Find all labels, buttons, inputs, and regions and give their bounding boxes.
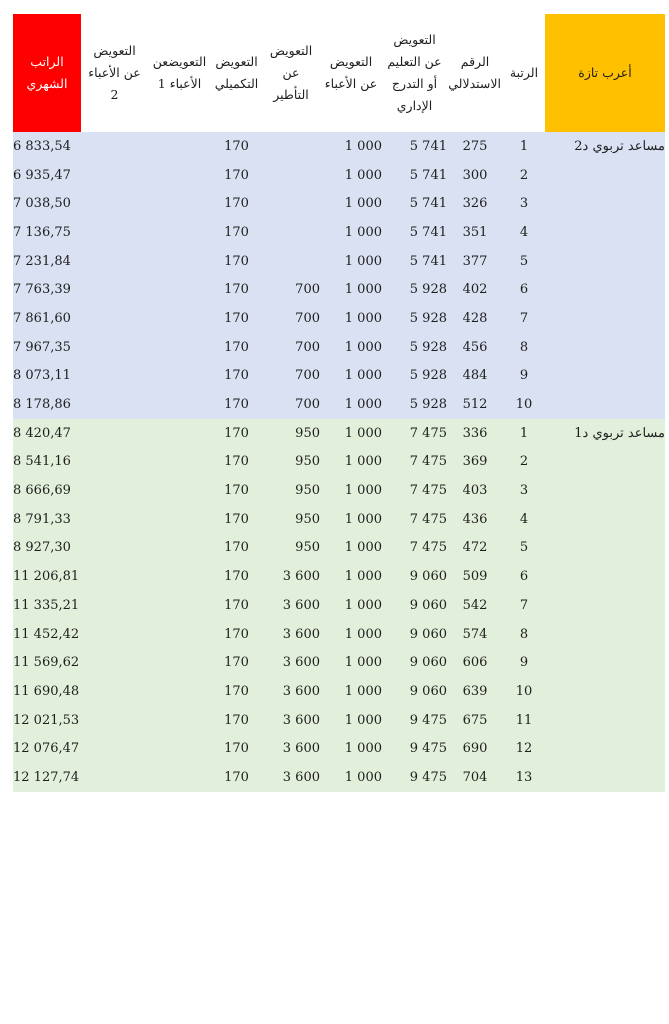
rank-cell: 10 bbox=[503, 390, 545, 419]
salary-cell: 11 335,21 bbox=[13, 591, 81, 620]
burden2-cell bbox=[81, 476, 148, 505]
teaching-cell: 5 741 bbox=[382, 132, 447, 161]
teaching-cell: 9 060 bbox=[382, 648, 447, 677]
table-row bbox=[13, 218, 665, 247]
burden2-cell bbox=[81, 362, 148, 391]
burden-cell: 1 000 bbox=[320, 648, 382, 677]
table-row bbox=[13, 734, 665, 763]
burden1-cell bbox=[148, 706, 211, 735]
header-monthly-salary: الراتب الشهري bbox=[13, 14, 81, 132]
burden2-cell bbox=[81, 132, 148, 161]
burden1-cell bbox=[148, 333, 211, 362]
table-row bbox=[13, 763, 665, 792]
table-row bbox=[13, 476, 665, 505]
grade-cell bbox=[545, 620, 665, 649]
burden1-cell bbox=[148, 562, 211, 591]
salary-cell: 6 833,54 bbox=[13, 132, 81, 161]
index-cell: 275 bbox=[447, 132, 503, 161]
rank-cell: 4 bbox=[503, 218, 545, 247]
burden2-cell bbox=[81, 648, 148, 677]
rank-cell: 3 bbox=[503, 189, 545, 218]
table-row bbox=[13, 505, 665, 534]
header-comp-burden: التعويض عن الأعباء bbox=[324, 54, 378, 91]
burden-cell: 1 000 bbox=[320, 706, 382, 735]
supplementary-cell: 170 bbox=[211, 448, 262, 477]
burden2-cell bbox=[81, 218, 148, 247]
salary-cell: 11 452,42 bbox=[13, 620, 81, 649]
salary-cell: 8 420,47 bbox=[13, 419, 81, 448]
burden2-cell bbox=[81, 247, 148, 276]
burden1-cell bbox=[148, 476, 211, 505]
salary-cell: 7 861,60 bbox=[13, 304, 81, 333]
supplementary-cell: 170 bbox=[211, 362, 262, 391]
teaching-cell: 9 060 bbox=[382, 591, 447, 620]
grade-cell bbox=[545, 734, 665, 763]
salary-cell: 11 690,48 bbox=[13, 677, 81, 706]
header-comp-supplementary: التعويض التكميلي bbox=[214, 54, 259, 91]
index-cell: 456 bbox=[447, 333, 503, 362]
burden-cell: 1 000 bbox=[320, 620, 382, 649]
burden-cell: 1 000 bbox=[320, 448, 382, 477]
rank-cell: 5 bbox=[503, 247, 545, 276]
teaching-cell: 7 475 bbox=[382, 476, 447, 505]
index-cell: 436 bbox=[447, 505, 503, 534]
index-cell: 428 bbox=[447, 304, 503, 333]
supplementary-cell: 170 bbox=[211, 505, 262, 534]
table-row bbox=[13, 706, 665, 735]
grade-cell bbox=[545, 763, 665, 792]
teaching-cell: 7 475 bbox=[382, 448, 447, 477]
table-row bbox=[13, 390, 665, 419]
index-cell: 690 bbox=[447, 734, 503, 763]
salary-cell: 7 136,75 bbox=[13, 218, 81, 247]
rank-cell: 11 bbox=[503, 706, 545, 735]
grade-cell bbox=[545, 189, 665, 218]
rank-cell: 2 bbox=[503, 161, 545, 190]
table-row bbox=[13, 677, 665, 706]
burden1-cell bbox=[148, 505, 211, 534]
burden-cell: 1 000 bbox=[320, 218, 382, 247]
supervision-cell: 950 bbox=[262, 505, 320, 534]
rank-cell: 2 bbox=[503, 448, 545, 477]
burden-cell: 1 000 bbox=[320, 189, 382, 218]
salary-cell: 8 666,69 bbox=[13, 476, 81, 505]
burden1-cell bbox=[148, 591, 211, 620]
supplementary-cell: 170 bbox=[211, 476, 262, 505]
burden2-cell bbox=[81, 591, 148, 620]
rank-cell: 6 bbox=[503, 275, 545, 304]
supervision-cell bbox=[262, 247, 320, 276]
burden-cell: 1 000 bbox=[320, 677, 382, 706]
burden2-cell bbox=[81, 763, 148, 792]
index-cell: 704 bbox=[447, 763, 503, 792]
index-cell: 512 bbox=[447, 390, 503, 419]
salary-cell: 11 569,62 bbox=[13, 648, 81, 677]
grade-cell bbox=[545, 275, 665, 304]
header-grade: أعرب تازة bbox=[545, 14, 665, 132]
burden1-cell bbox=[148, 132, 211, 161]
salary-cell: 12 021,53 bbox=[13, 706, 81, 735]
supplementary-cell: 170 bbox=[211, 161, 262, 190]
supplementary-cell: 170 bbox=[211, 763, 262, 792]
teaching-cell: 9 475 bbox=[382, 706, 447, 735]
teaching-cell: 5 928 bbox=[382, 362, 447, 391]
index-cell: 639 bbox=[447, 677, 503, 706]
burden1-cell bbox=[148, 419, 211, 448]
index-cell: 472 bbox=[447, 534, 503, 563]
header-rank: الرتبة bbox=[509, 65, 539, 80]
supplementary-cell: 170 bbox=[211, 706, 262, 735]
header-comp-burden-2: التعويض عن الأعباء 2 bbox=[88, 43, 141, 102]
table-row bbox=[13, 362, 665, 391]
burden-cell: 1 000 bbox=[320, 161, 382, 190]
supplementary-cell: 170 bbox=[211, 390, 262, 419]
index-cell: 542 bbox=[447, 591, 503, 620]
supplementary-cell: 170 bbox=[211, 304, 262, 333]
grade-cell bbox=[545, 534, 665, 563]
grade-cell bbox=[545, 390, 665, 419]
teaching-cell: 9 475 bbox=[382, 763, 447, 792]
burden2-cell bbox=[81, 419, 148, 448]
burden-cell: 1 000 bbox=[320, 304, 382, 333]
supplementary-cell: 170 bbox=[211, 275, 262, 304]
supervision-cell: 950 bbox=[262, 476, 320, 505]
table-row bbox=[13, 648, 665, 677]
teaching-cell: 9 475 bbox=[382, 734, 447, 763]
supplementary-cell: 170 bbox=[211, 648, 262, 677]
table-row bbox=[13, 132, 665, 161]
rank-cell: 4 bbox=[503, 505, 545, 534]
supervision-cell: 3 600 bbox=[262, 591, 320, 620]
teaching-cell: 5 928 bbox=[382, 390, 447, 419]
header-row bbox=[13, 14, 665, 132]
table-row bbox=[13, 419, 665, 448]
supervision-cell bbox=[262, 218, 320, 247]
grade-cell: مساعد تربوي د1 bbox=[545, 419, 665, 448]
supervision-cell bbox=[262, 189, 320, 218]
rank-cell: 10 bbox=[503, 677, 545, 706]
salary-cell: 7 231,84 bbox=[13, 247, 81, 276]
supervision-cell: 3 600 bbox=[262, 677, 320, 706]
burden-cell: 1 000 bbox=[320, 362, 382, 391]
rank-cell: 13 bbox=[503, 763, 545, 792]
teaching-cell: 7 475 bbox=[382, 505, 447, 534]
table-row bbox=[13, 448, 665, 477]
burden2-cell bbox=[81, 189, 148, 218]
table-row bbox=[13, 247, 665, 276]
rank-cell: 9 bbox=[503, 648, 545, 677]
index-cell: 336 bbox=[447, 419, 503, 448]
table-row bbox=[13, 620, 665, 649]
supervision-cell bbox=[262, 132, 320, 161]
salary-cell: 8 927,30 bbox=[13, 534, 81, 563]
teaching-cell: 5 741 bbox=[382, 247, 447, 276]
index-cell: 403 bbox=[447, 476, 503, 505]
burden-cell: 1 000 bbox=[320, 562, 382, 591]
burden2-cell bbox=[81, 562, 148, 591]
burden-cell: 1 000 bbox=[320, 734, 382, 763]
burden-cell: 1 000 bbox=[320, 132, 382, 161]
teaching-cell: 9 060 bbox=[382, 562, 447, 591]
burden2-cell bbox=[81, 333, 148, 362]
burden1-cell bbox=[148, 362, 211, 391]
burden1-cell bbox=[148, 648, 211, 677]
supplementary-cell: 170 bbox=[211, 419, 262, 448]
burden1-cell bbox=[148, 161, 211, 190]
salary-cell: 7 967,35 bbox=[13, 333, 81, 362]
index-cell: 402 bbox=[447, 275, 503, 304]
table-row bbox=[13, 562, 665, 591]
teaching-cell: 5 741 bbox=[382, 161, 447, 190]
burden1-cell bbox=[148, 534, 211, 563]
teaching-cell: 5 741 bbox=[382, 189, 447, 218]
supervision-cell: 700 bbox=[262, 304, 320, 333]
salary-cell: 11 206,81 bbox=[13, 562, 81, 591]
teaching-cell: 7 475 bbox=[382, 534, 447, 563]
burden2-cell bbox=[81, 448, 148, 477]
supplementary-cell: 170 bbox=[211, 534, 262, 563]
index-cell: 377 bbox=[447, 247, 503, 276]
grade-cell bbox=[545, 648, 665, 677]
burden1-cell bbox=[148, 620, 211, 649]
rank-cell: 1 bbox=[503, 132, 545, 161]
rank-cell: 7 bbox=[503, 304, 545, 333]
index-cell: 484 bbox=[447, 362, 503, 391]
table-row bbox=[13, 275, 665, 304]
burden2-cell bbox=[81, 390, 148, 419]
rank-cell: 8 bbox=[503, 620, 545, 649]
burden-cell: 1 000 bbox=[320, 591, 382, 620]
burden1-cell bbox=[148, 448, 211, 477]
burden-cell: 1 000 bbox=[320, 333, 382, 362]
salary-cell: 8 791,33 bbox=[13, 505, 81, 534]
rank-cell: 12 bbox=[503, 734, 545, 763]
supplementary-cell: 170 bbox=[211, 734, 262, 763]
supervision-cell: 3 600 bbox=[262, 562, 320, 591]
burden-cell: 1 000 bbox=[320, 476, 382, 505]
burden2-cell bbox=[81, 677, 148, 706]
index-cell: 369 bbox=[447, 448, 503, 477]
supervision-cell: 3 600 bbox=[262, 734, 320, 763]
table-row bbox=[13, 189, 665, 218]
burden2-cell bbox=[81, 620, 148, 649]
teaching-cell: 5 928 bbox=[382, 304, 447, 333]
supplementary-cell: 170 bbox=[211, 189, 262, 218]
supplementary-cell: 170 bbox=[211, 218, 262, 247]
rank-cell: 1 bbox=[503, 419, 545, 448]
burden-cell: 1 000 bbox=[320, 505, 382, 534]
supplementary-cell: 170 bbox=[211, 562, 262, 591]
header-comp-teaching: التعويض عن التعليم أو التدرج الإداري bbox=[387, 32, 442, 113]
grade-cell bbox=[545, 505, 665, 534]
grade-cell: مساعد تربوي د2 bbox=[545, 132, 665, 161]
burden1-cell bbox=[148, 275, 211, 304]
burden-cell: 1 000 bbox=[320, 534, 382, 563]
burden-cell: 1 000 bbox=[320, 419, 382, 448]
salary-cell: 8 073,11 bbox=[13, 362, 81, 391]
table-row bbox=[13, 161, 665, 190]
supervision-cell: 700 bbox=[262, 275, 320, 304]
table-row bbox=[13, 591, 665, 620]
teaching-cell: 5 928 bbox=[382, 275, 447, 304]
teaching-cell: 9 060 bbox=[382, 677, 447, 706]
burden1-cell bbox=[148, 189, 211, 218]
supervision-cell: 3 600 bbox=[262, 620, 320, 649]
grade-cell bbox=[545, 304, 665, 333]
header-index-number: الرقم الاستدلالي bbox=[448, 54, 501, 91]
grade-cell bbox=[545, 677, 665, 706]
supervision-cell bbox=[262, 161, 320, 190]
burden2-cell bbox=[81, 304, 148, 333]
salary-cell: 6 935,47 bbox=[13, 161, 81, 190]
teaching-cell: 7 475 bbox=[382, 419, 447, 448]
salary-cell: 12 127,74 bbox=[13, 763, 81, 792]
supplementary-cell: 170 bbox=[211, 677, 262, 706]
grade-cell bbox=[545, 562, 665, 591]
burden1-cell bbox=[148, 390, 211, 419]
table-row bbox=[13, 304, 665, 333]
burden-cell: 1 000 bbox=[320, 247, 382, 276]
supervision-cell: 700 bbox=[262, 362, 320, 391]
burden-cell: 1 000 bbox=[320, 763, 382, 792]
table-row bbox=[13, 333, 665, 362]
grade-cell bbox=[545, 161, 665, 190]
index-cell: 574 bbox=[447, 620, 503, 649]
supervision-cell: 3 600 bbox=[262, 706, 320, 735]
burden2-cell bbox=[81, 706, 148, 735]
supervision-cell: 700 bbox=[262, 333, 320, 362]
rank-cell: 5 bbox=[503, 534, 545, 563]
burden1-cell bbox=[148, 677, 211, 706]
index-cell: 300 bbox=[447, 161, 503, 190]
rank-cell: 9 bbox=[503, 362, 545, 391]
table-row bbox=[13, 534, 665, 563]
burden1-cell bbox=[148, 218, 211, 247]
supplementary-cell: 170 bbox=[211, 591, 262, 620]
header-comp-burden-1: التعويضعن الأعباء 1 bbox=[152, 54, 207, 91]
index-cell: 351 bbox=[447, 218, 503, 247]
burden2-cell bbox=[81, 275, 148, 304]
burden1-cell bbox=[148, 734, 211, 763]
index-cell: 675 bbox=[447, 706, 503, 735]
supervision-cell: 950 bbox=[262, 419, 320, 448]
index-cell: 606 bbox=[447, 648, 503, 677]
supplementary-cell: 170 bbox=[211, 333, 262, 362]
teaching-cell: 5 928 bbox=[382, 333, 447, 362]
salary-cell: 8 178,86 bbox=[13, 390, 81, 419]
grade-cell bbox=[545, 362, 665, 391]
grade-cell bbox=[545, 448, 665, 477]
salary-cell: 7 038,50 bbox=[13, 189, 81, 218]
index-cell: 326 bbox=[447, 189, 503, 218]
rank-cell: 8 bbox=[503, 333, 545, 362]
burden2-cell bbox=[81, 505, 148, 534]
rank-cell: 3 bbox=[503, 476, 545, 505]
salary-table bbox=[13, 14, 665, 792]
burden1-cell bbox=[148, 247, 211, 276]
grade-cell bbox=[545, 591, 665, 620]
burden2-cell bbox=[81, 534, 148, 563]
supplementary-cell: 170 bbox=[211, 247, 262, 276]
burden2-cell bbox=[81, 734, 148, 763]
burden-cell: 1 000 bbox=[320, 275, 382, 304]
index-cell: 509 bbox=[447, 562, 503, 591]
teaching-cell: 9 060 bbox=[382, 620, 447, 649]
burden2-cell bbox=[81, 161, 148, 190]
table-body bbox=[13, 132, 665, 792]
supervision-cell: 700 bbox=[262, 390, 320, 419]
burden1-cell bbox=[148, 763, 211, 792]
supplementary-cell: 170 bbox=[211, 132, 262, 161]
rank-cell: 7 bbox=[503, 591, 545, 620]
burden1-cell bbox=[148, 304, 211, 333]
rank-cell: 6 bbox=[503, 562, 545, 591]
teaching-cell: 5 741 bbox=[382, 218, 447, 247]
grade-cell bbox=[545, 218, 665, 247]
supervision-cell: 950 bbox=[262, 534, 320, 563]
salary-cell: 7 763,39 bbox=[13, 275, 81, 304]
supervision-cell: 3 600 bbox=[262, 763, 320, 792]
grade-cell bbox=[545, 333, 665, 362]
header-comp-supervision: التعويض عن التأطير bbox=[269, 43, 313, 102]
burden-cell: 1 000 bbox=[320, 390, 382, 419]
grade-cell bbox=[545, 476, 665, 505]
supervision-cell: 3 600 bbox=[262, 648, 320, 677]
supervision-cell: 950 bbox=[262, 448, 320, 477]
supplementary-cell: 170 bbox=[211, 620, 262, 649]
salary-cell: 8 541,16 bbox=[13, 448, 81, 477]
grade-cell bbox=[545, 706, 665, 735]
grade-cell bbox=[545, 247, 665, 276]
salary-cell: 12 076,47 bbox=[13, 734, 81, 763]
